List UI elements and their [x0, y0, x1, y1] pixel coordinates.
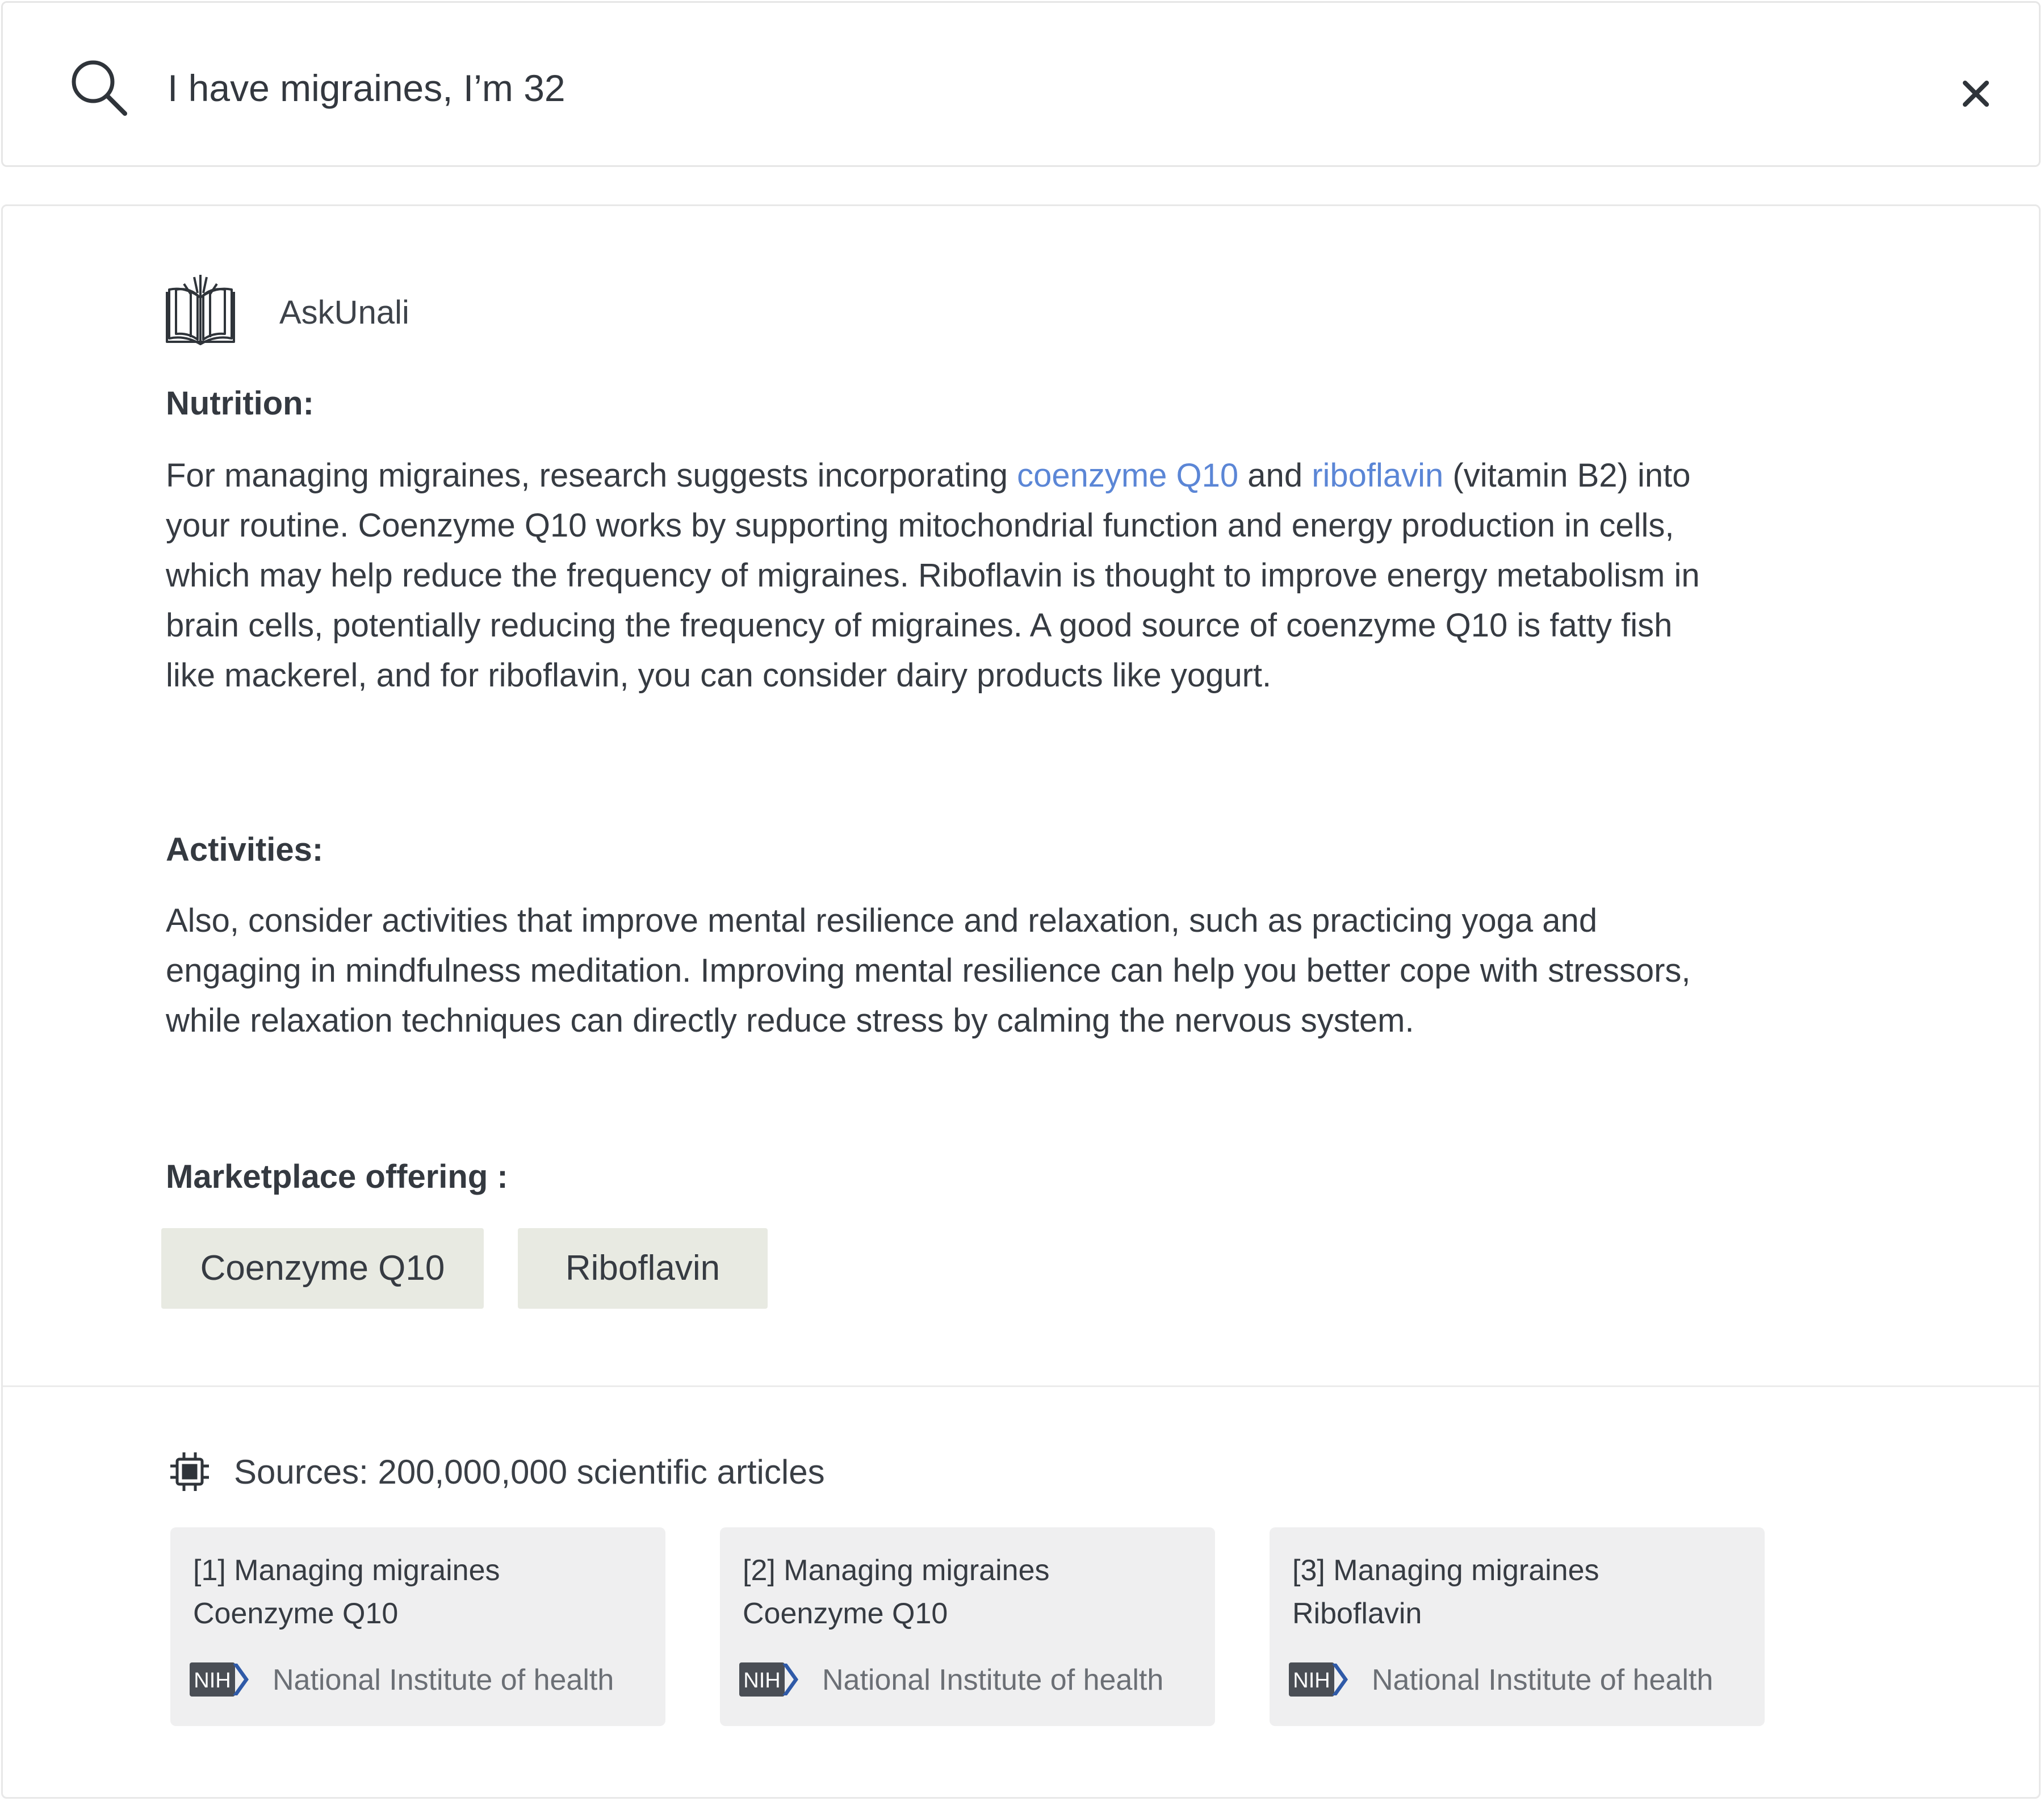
- nutrition-paragraph: [166, 451, 1710, 701]
- nih-logo: [1289, 1662, 1348, 1697]
- search-bar[interactable]: [1, 1, 2041, 167]
- riboflavin-chip[interactable]: Riboflavin: [518, 1228, 768, 1309]
- source-title-line1: [3] Managing migraines: [1292, 1554, 1599, 1587]
- source-publisher: National Institute of health: [273, 1664, 614, 1697]
- source-title-line1: [1] Managing migraines: [193, 1554, 500, 1587]
- close-icon[interactable]: [1956, 74, 1996, 114]
- nih-logo: [190, 1662, 249, 1697]
- source-card[interactable]: [720, 1527, 1215, 1726]
- coenzyme-q10-link[interactable]: coenzyme Q10: [1017, 457, 1239, 494]
- nutrition-heading: Nutrition:: [166, 385, 314, 422]
- nutrition-text-between: and: [1238, 457, 1312, 494]
- source-publisher: National Institute of health: [1372, 1664, 1714, 1697]
- nih-logo-text: NIH: [1293, 1669, 1330, 1693]
- source-title: [1292, 1549, 1746, 1635]
- source-title-line2: Riboflavin: [1292, 1597, 1422, 1630]
- source-title: [743, 1549, 1197, 1635]
- activities-paragraph: Also, consider activities that improve mental resilience and relaxation, such as practicing yoga and engaging in mindfulness meditation. Improving mental resilience can help you better cope with stressors, while relaxation techniques can directly reduce stress by calming the nervous system.: [166, 902, 1691, 1039]
- nih-logo-text: NIH: [194, 1669, 231, 1693]
- nutrition-text-before: For managing migraines, research suggests incorporating: [166, 457, 1017, 494]
- sources-label: Sources: 200,000,000 scientific articles: [234, 1453, 825, 1491]
- search-icon: [68, 57, 131, 119]
- search-input[interactable]: I have migraines, I’m 32: [167, 67, 566, 109]
- source-title-line2: Coenzyme Q10: [193, 1597, 399, 1630]
- divider: [3, 1385, 2039, 1387]
- riboflavin-link[interactable]: riboflavin: [1312, 457, 1444, 494]
- nih-logo: [739, 1662, 798, 1697]
- nih-logo-text: NIH: [743, 1669, 781, 1693]
- open-book-icon: [164, 273, 237, 346]
- source-card[interactable]: [170, 1527, 665, 1726]
- source-title-line1: [2] Managing migraines: [743, 1554, 1050, 1587]
- nutrition-text-after: (vitamin B2) into your routine. Coenzyme Q10 works by supporting mitochondrial function and energy production in cells, which may help reduce the frequency of migraines. Riboflavin is thought to improve energy metabolism in brain cells, potentially reducing the frequency of migraines. A good source of coenzyme Q10 is fatty fish like mackerel, and for riboflavin, you can consider dairy products like yogurt.: [166, 457, 1700, 694]
- source-card[interactable]: [1270, 1527, 1765, 1726]
- activities-heading: Activities:: [166, 831, 324, 868]
- brand-name: AskUnali: [279, 294, 409, 331]
- source-publisher: National Institute of health: [822, 1664, 1164, 1697]
- coenzyme-q10-chip[interactable]: Coenzyme Q10: [161, 1228, 484, 1309]
- source-title: [193, 1549, 647, 1635]
- marketplace-heading: Marketplace offering :: [166, 1158, 508, 1195]
- chip-icon: [168, 1450, 211, 1493]
- source-title-line2: Coenzyme Q10: [743, 1597, 948, 1630]
